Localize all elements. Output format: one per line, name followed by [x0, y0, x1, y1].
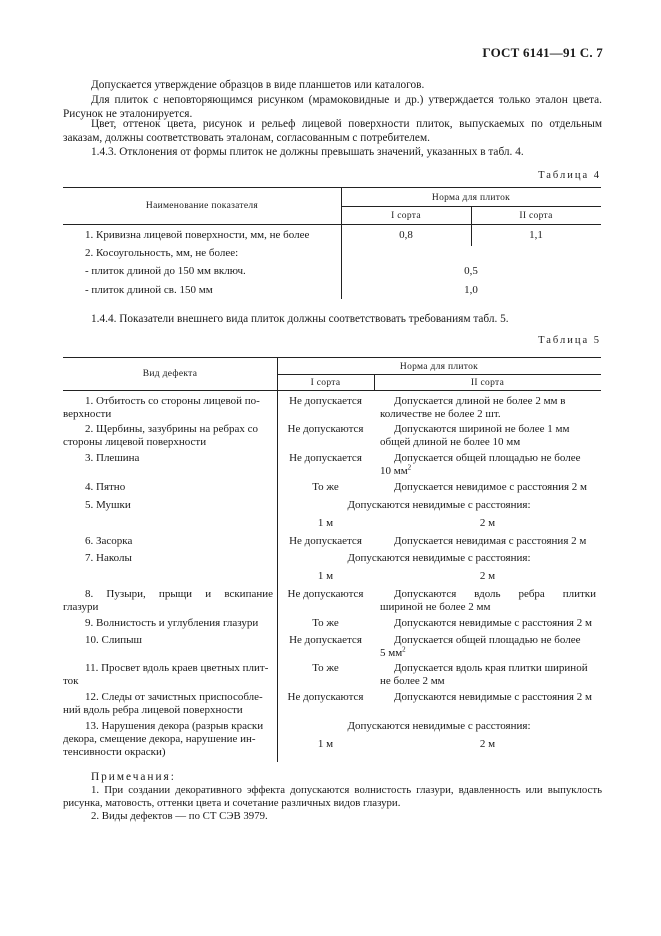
- table5-row6-grade1: Не допускается: [289, 535, 362, 547]
- table4-row3-value: 0,5: [464, 265, 478, 277]
- text-line: ний вдоль ребра лицевой поверхности: [63, 704, 243, 716]
- text-line: стороны лицевой поверхности: [63, 436, 207, 448]
- note-2: 2. Виды дефектов — по СТ СЭВ 3979.: [91, 810, 268, 822]
- table5-row5-span: Допускаются невидимые с расстояния:: [347, 499, 531, 511]
- table5-row10-name: [63, 634, 273, 647]
- table5-row10-grade1: Не допускается: [289, 634, 362, 646]
- text-run: 5 мм: [380, 647, 403, 659]
- text-line: 9. Волнистость и углубления глазури: [85, 617, 259, 629]
- table5-row7-name: [63, 552, 273, 565]
- table4-caption: Таблица 4: [538, 170, 601, 181]
- table5-col-norm: Норма для плиток: [399, 362, 479, 372]
- superscript: 2: [407, 463, 412, 472]
- intro-paragraph-2: Для плиток с неповторяющимся рисунком (мрамоковидные и др.) утверждается только эталон цвета. Рисунок не эталонируется.: [63, 94, 602, 120]
- table5-row9-name: [63, 617, 277, 630]
- table5-row7-span: Допускаются невидимые с расстояния:: [347, 552, 531, 564]
- table5-row3-grade2: [380, 452, 596, 478]
- table5-top-rule: [63, 357, 601, 358]
- text-line: 2. Щербины, зазубрины на ребрах со: [85, 423, 258, 435]
- table5-row11-grade1: То же: [312, 662, 339, 674]
- text-line: 1. Отбитость со стороны лицевой по-: [85, 395, 260, 407]
- table5-row6-grade2: [380, 535, 596, 548]
- text-line: [380, 647, 596, 660]
- text-line: Допускаются шириной не более 1 мм: [394, 423, 570, 435]
- notes-heading: Примечания:: [91, 771, 176, 783]
- table5-col-grade2: II сорта: [470, 378, 505, 388]
- table4-col-grade1: I сорта: [391, 211, 421, 221]
- text-line: общей длиной не более 10 мм: [380, 436, 521, 448]
- intro-paragraph-4: 1.4.3. Отклонения от формы плиток не должны превышать значений, указанных в табл. 4.: [91, 146, 524, 158]
- table5-row12-grade1: Не допускаются: [287, 691, 364, 703]
- table4-row4-value: 1,0: [464, 284, 478, 296]
- table4-row3-name: - плиток длиной до 150 мм включ.: [85, 265, 246, 277]
- table5-row2-grade2: [380, 423, 596, 449]
- table4-top-rule: [63, 187, 601, 188]
- note-1: 1. При создании декоративного эффекта допускаются волнистость глазури, вдавленность или выпуклость рисунка, матовость, оттенки цвета и сочетание различных видов глазури.: [63, 784, 602, 809]
- table5-row1-grade2: [380, 395, 596, 421]
- table5-header-bottom: [63, 390, 601, 391]
- table5-row2-grade1: Не допускаются: [287, 423, 364, 435]
- text-line: Допускается длиной не более 2 мм в: [394, 395, 566, 407]
- paragraph-1-4-4: 1.4.4. Показатели внешнего вида плиток должны соответствовать требованиям табл. 5.: [91, 313, 509, 325]
- text-line: количестве не более 2 шт.: [380, 408, 501, 420]
- text-line: тенсивности окраски): [63, 746, 166, 758]
- table5-row13-name: [63, 720, 277, 759]
- table5-caption: Таблица 5: [538, 335, 601, 346]
- table5-row8-grade1: Не допускаются: [287, 588, 364, 600]
- table5-col-grade1: I сорта: [310, 378, 341, 388]
- table5-row10-grade2: [380, 634, 596, 660]
- table5-row8-name: [63, 588, 273, 614]
- table5-row4-grade2: [380, 481, 596, 494]
- intro-paragraph-1: Допускается утверждение образцов в виде планшетов или каталогов.: [91, 79, 425, 91]
- text-line: 8. Пузыри, прыщи и вскипание: [85, 588, 273, 600]
- text-line: 10. Слипыш: [85, 634, 142, 646]
- table5-row3-grade1: Не допускается: [289, 452, 362, 464]
- table4-col-norm: Норма для плиток: [431, 193, 511, 203]
- table5-row5-name: [63, 499, 273, 512]
- table5-row13-grade2: 2 м: [479, 738, 496, 750]
- table5-row3-name: [63, 452, 273, 465]
- text-line: глазури: [63, 601, 99, 613]
- table5-row11-grade2: [380, 662, 600, 688]
- table4-row2-name: 2. Косоугольность, мм, не более:: [85, 247, 239, 259]
- text-line: Допускаются невидимые с расстояния 2 м: [394, 617, 592, 629]
- table5-row7-grade2: 2 м: [479, 570, 496, 582]
- text-line: Допускаются невидимые с расстояния 2 м: [394, 691, 592, 703]
- text-line: 11. Просвет вдоль краев цветных плит-: [85, 662, 269, 674]
- table5-row11-name: [63, 662, 273, 688]
- table5-row13-grade1: 1 м: [317, 738, 334, 750]
- table5-row4-name: [63, 481, 273, 494]
- table5-row12-name: [63, 691, 277, 717]
- table5-row5-grade1: 1 м: [317, 517, 334, 529]
- table5-row4-grade1: То же: [312, 481, 339, 493]
- table5-row2-name: [63, 423, 273, 449]
- table4-row4-name: - плиток длиной св. 150 мм: [85, 284, 213, 296]
- table5-row12-grade2: [380, 691, 600, 704]
- table5-row8-grade2: [380, 588, 596, 614]
- text-line: ток: [63, 675, 79, 687]
- table4-col-name: Наименование показателя: [145, 201, 259, 211]
- table5-row1-name: [63, 395, 273, 421]
- intro-paragraph-3: Цвет, оттенок цвета, рисунок и рельеф лицевой поверхности плиток, выпускаемых по отдельным заказам, должны соответствовать эталонам, согласованным с потребителем.: [63, 118, 602, 144]
- table4-header-bottom: [63, 224, 601, 225]
- table5-row7-grade1: 1 м: [317, 570, 334, 582]
- table5-row1-grade1: Не допускается: [289, 395, 362, 407]
- text-line: Допускается общей площадью не более: [394, 452, 581, 464]
- text-line: не более 2 мм: [380, 675, 445, 687]
- text-line: [380, 465, 596, 478]
- table5-row9-grade1: То же: [312, 617, 339, 629]
- table4-row1-grade2: 1,1: [529, 229, 543, 241]
- text-run: 10 мм: [380, 465, 408, 477]
- text-line: 5. Мушки: [85, 499, 131, 511]
- table4-row1-name: 1. Кривизна лицевой поверхности, мм, не более: [85, 229, 310, 241]
- table5-col-defect: Вид дефекта: [142, 369, 198, 379]
- table5-row5-grade2: 2 м: [479, 517, 496, 529]
- text-line: шириной не более 2 мм: [380, 601, 491, 613]
- superscript: 2: [402, 645, 406, 654]
- page-header: ГОСТ 6141—91 С. 7: [482, 45, 603, 60]
- table5-norm-rule: [277, 374, 601, 375]
- text-line: декора, смещение декора, нарушение ин-: [63, 733, 256, 745]
- table5-row13-span: Допускаются невидимые с расстояния:: [347, 720, 531, 732]
- table4-col-grade2: II сорта: [519, 211, 553, 221]
- text-line: 4. Пятно: [85, 481, 126, 493]
- text-line: Допускается вдоль края плитки шириной: [394, 662, 588, 674]
- table5-row9-grade2: [380, 617, 600, 630]
- text-line: 13. Нарушения декора (разрыв краски: [85, 720, 264, 732]
- text-line: 6. Засорка: [85, 535, 133, 547]
- text-line: Допускается общей площадью не более: [394, 634, 581, 646]
- table4-row1-grade1: 0,8: [399, 229, 413, 241]
- text-line: Допускается невидимая с расстояния 2 м: [394, 535, 587, 547]
- text-line: верхности: [63, 408, 112, 420]
- text-line: 3. Плешина: [85, 452, 140, 464]
- text-line: Допускается невидимое с расстояния 2 м: [394, 481, 587, 493]
- table5-row6-name: [63, 535, 273, 548]
- text-line: 12. Следы от зачистных приспособле-: [85, 691, 263, 703]
- text-line: 7. Наколы: [85, 552, 132, 564]
- text-line: Допускаются вдоль ребра плитки: [394, 588, 596, 600]
